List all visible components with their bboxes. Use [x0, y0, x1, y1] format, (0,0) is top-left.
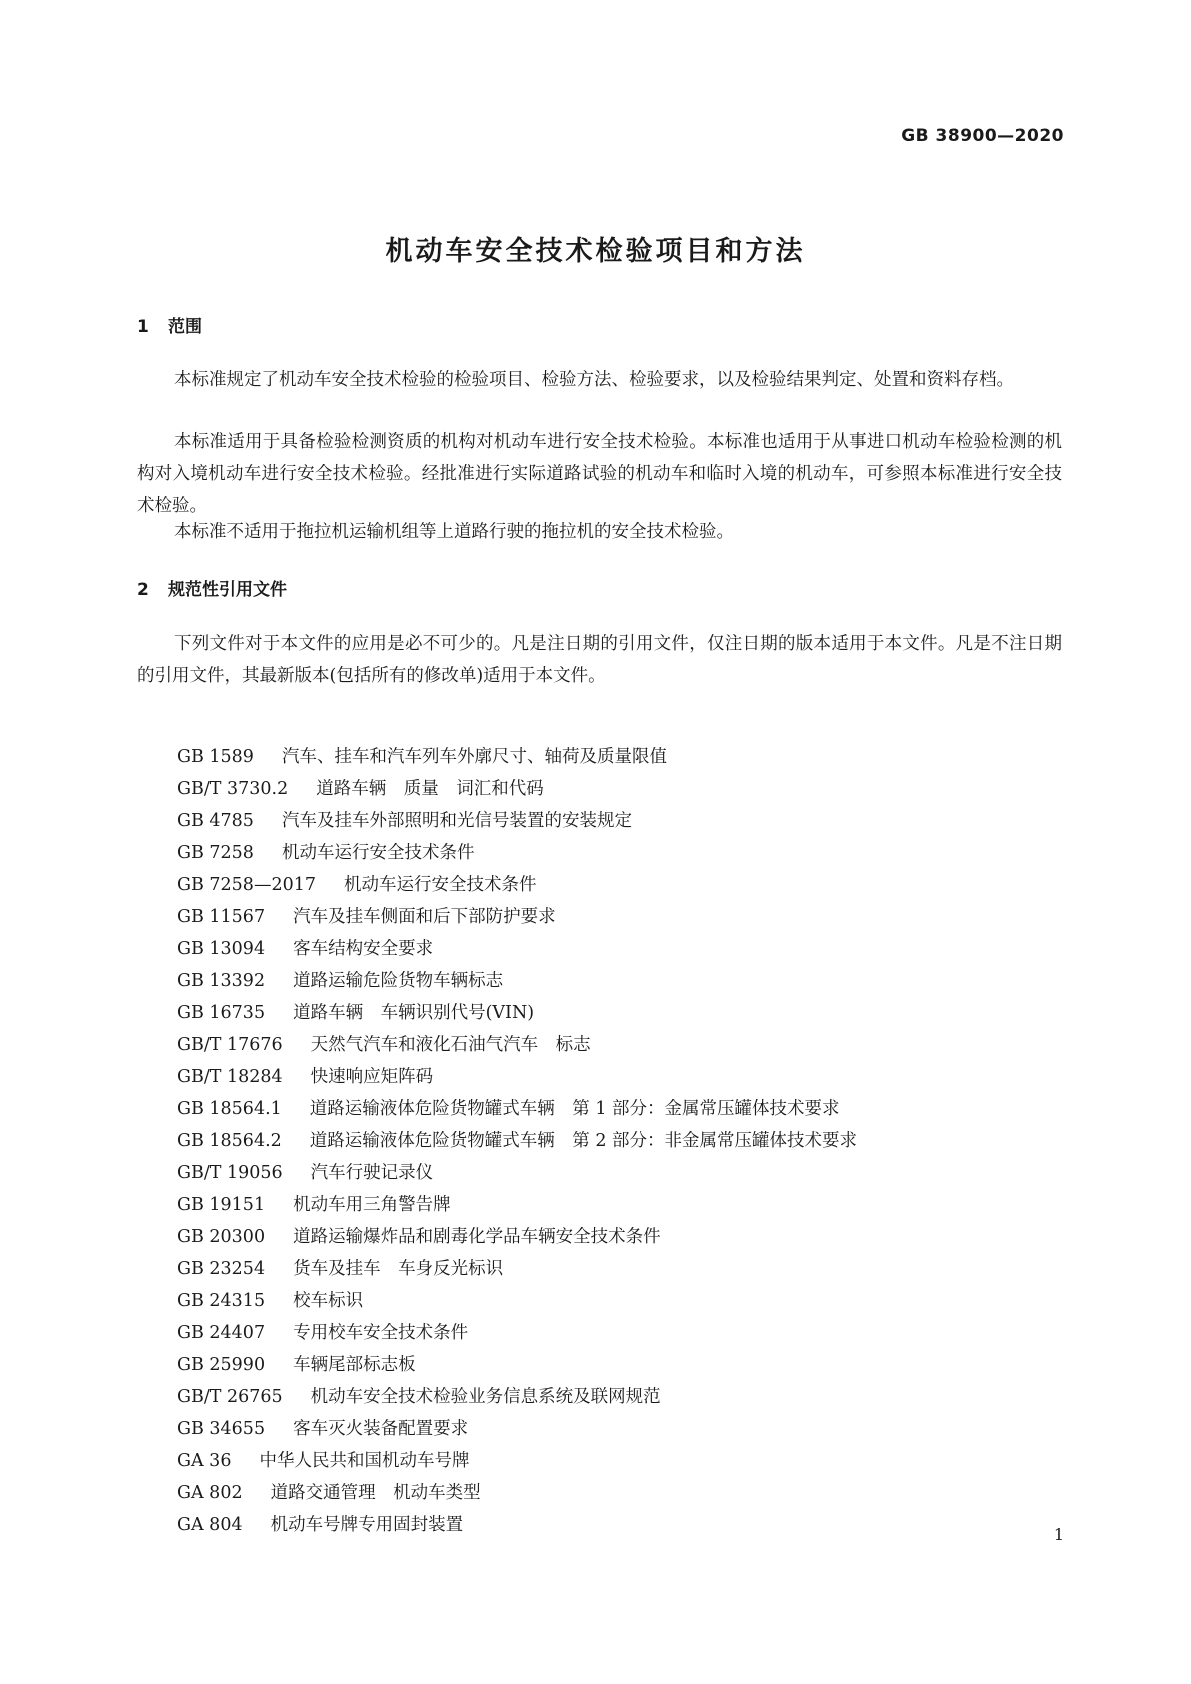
reference-item [177, 869, 857, 901]
page-number: 1 [1053, 1525, 1064, 1544]
reference-item [177, 901, 857, 933]
reference-code: GB 16735 [177, 1003, 266, 1023]
reference-item [177, 1413, 857, 1445]
reference-item [177, 933, 857, 965]
reference-title: 道路运输危险货物车辆标志 [293, 971, 504, 991]
reference-title: 机动车号牌专用固封装置 [270, 1515, 464, 1535]
reference-item [177, 965, 857, 997]
section-number: 2 [137, 580, 149, 600]
reference-code: GA 36 [177, 1451, 232, 1471]
section-title: 范围 [168, 317, 202, 337]
reference-title: 道路运输液体危险货物罐式车辆 第 2 部分：非金属常压罐体技术要求 [309, 1131, 858, 1151]
reference-item [177, 1509, 857, 1541]
reference-item [177, 805, 857, 837]
reference-code: GB 11567 [177, 907, 266, 927]
reference-code: GB 7258—2017 [177, 875, 316, 895]
paragraph: 本标准规定了机动车安全技术检验的检验项目、检验方法、检验要求，以及检验结果判定、处置和资料存档。 [174, 370, 1014, 390]
reference-code: GB 23254 [177, 1259, 266, 1279]
reference-item [177, 1381, 857, 1413]
reference-title: 机动车运行安全技术条件 [281, 843, 475, 863]
reference-code: GB 25990 [177, 1355, 266, 1375]
reference-code: GB 18564.2 [177, 1131, 282, 1151]
reference-item [177, 1189, 857, 1221]
reference-code: GB/T 3730.2 [177, 779, 289, 799]
reference-title: 机动车安全技术检验业务信息系统及联网规范 [310, 1387, 661, 1407]
reference-title: 汽车及挂车侧面和后下部防护要求 [293, 907, 556, 927]
document-title: 机动车安全技术检验项目和方法 [385, 236, 806, 267]
reference-code: GB 1589 [177, 747, 254, 767]
reference-title: 汽车行驶记录仪 [310, 1163, 434, 1183]
reference-title: 客车结构安全要求 [293, 939, 434, 959]
reference-item [177, 837, 857, 869]
reference-item [177, 741, 857, 773]
paragraph: 本标准适用于具备检验检测资质的机构对机动车进行安全技术检验。本标准也适用于从事进口机动车检验检测的机构对入境机动车进行安全技术检验。经批准进行实际道路试验的机动车和临时入境的机动车，可参照本标准进行安全技术检验。 [137, 432, 1062, 516]
reference-item [177, 1221, 857, 1253]
reference-title: 机动车用三角警告牌 [293, 1195, 451, 1215]
paragraph: 下列文件对于本文件的应用是必不可少的。凡是注日期的引用文件，仅注日期的版本适用于本文件。凡是不注日期的引用文件，其最新版本(包括所有的修改单)适用于本文件。 [137, 634, 1062, 686]
section-title: 规范性引用文件 [168, 580, 287, 600]
reference-item [177, 1093, 857, 1125]
reference-code: GB 20300 [177, 1227, 266, 1247]
reference-code: GB/T 18284 [177, 1067, 283, 1087]
reference-code: GB 24407 [177, 1323, 266, 1343]
reference-item [177, 1445, 857, 1477]
reference-title: 道路运输爆炸品和剧毒化学品车辆安全技术条件 [293, 1227, 661, 1247]
reference-title: 道路车辆 质量 词汇和代码 [316, 779, 544, 799]
reference-code: GA 802 [177, 1483, 243, 1503]
paragraph: 本标准不适用于拖拉机运输机组等上道路行驶的拖拉机的安全技术检验。 [174, 522, 734, 542]
reference-code: GB 13094 [177, 939, 266, 959]
reference-code: GB/T 17676 [177, 1035, 283, 1055]
reference-title: 中华人民共和国机动车号牌 [259, 1451, 470, 1471]
reference-title: 机动车运行安全技术条件 [343, 875, 537, 895]
reference-code: GB 34655 [177, 1419, 266, 1439]
reference-title: 道路运输液体危险货物罐式车辆 第 1 部分：金属常压罐体技术要求 [309, 1099, 840, 1119]
reference-code: GB 18564.1 [177, 1099, 282, 1119]
reference-title: 快速响应矩阵码 [310, 1067, 434, 1087]
section-heading-normative-references [137, 575, 287, 600]
reference-title: 道路车辆 车辆识别代号(VIN) [293, 1003, 535, 1023]
reference-item [177, 1029, 857, 1061]
reference-item [177, 1157, 857, 1189]
section-heading-scope [137, 312, 202, 337]
reference-title: 专用校车安全技术条件 [293, 1323, 469, 1343]
reference-code: GB/T 19056 [177, 1163, 283, 1183]
reference-item [177, 1285, 857, 1317]
reference-code: GB 24315 [177, 1291, 266, 1311]
reference-title: 汽车及挂车外部照明和光信号装置的安装规定 [281, 811, 632, 831]
reference-code: GB 4785 [177, 811, 254, 831]
reference-title: 汽车、挂车和汽车列车外廓尺寸、轴荷及质量限值 [281, 747, 667, 767]
reference-title: 道路交通管理 机动车类型 [270, 1483, 481, 1503]
reference-code: GB 7258 [177, 843, 254, 863]
reference-list [177, 741, 857, 1541]
reference-title: 货车及挂车 车身反光标识 [293, 1259, 504, 1279]
reference-code: GB 13392 [177, 971, 266, 991]
reference-title: 车辆尾部标志板 [293, 1355, 416, 1375]
reference-item [177, 1061, 857, 1093]
reference-code: GB/T 26765 [177, 1387, 283, 1407]
reference-item [177, 1477, 857, 1509]
reference-item [177, 997, 857, 1029]
section-number: 1 [137, 317, 149, 337]
reference-item [177, 1125, 857, 1157]
reference-code: GB 19151 [177, 1195, 266, 1215]
standard-number: GB 38900—2020 [901, 126, 1064, 146]
reference-item [177, 1317, 857, 1349]
reference-item [177, 773, 857, 805]
reference-title: 校车标识 [293, 1291, 364, 1311]
reference-item [177, 1253, 857, 1285]
reference-title: 客车灭火装备配置要求 [293, 1419, 469, 1439]
reference-code: GA 804 [177, 1515, 243, 1535]
reference-title: 天然气汽车和液化石油气汽车 标志 [310, 1035, 591, 1055]
reference-item [177, 1349, 857, 1381]
